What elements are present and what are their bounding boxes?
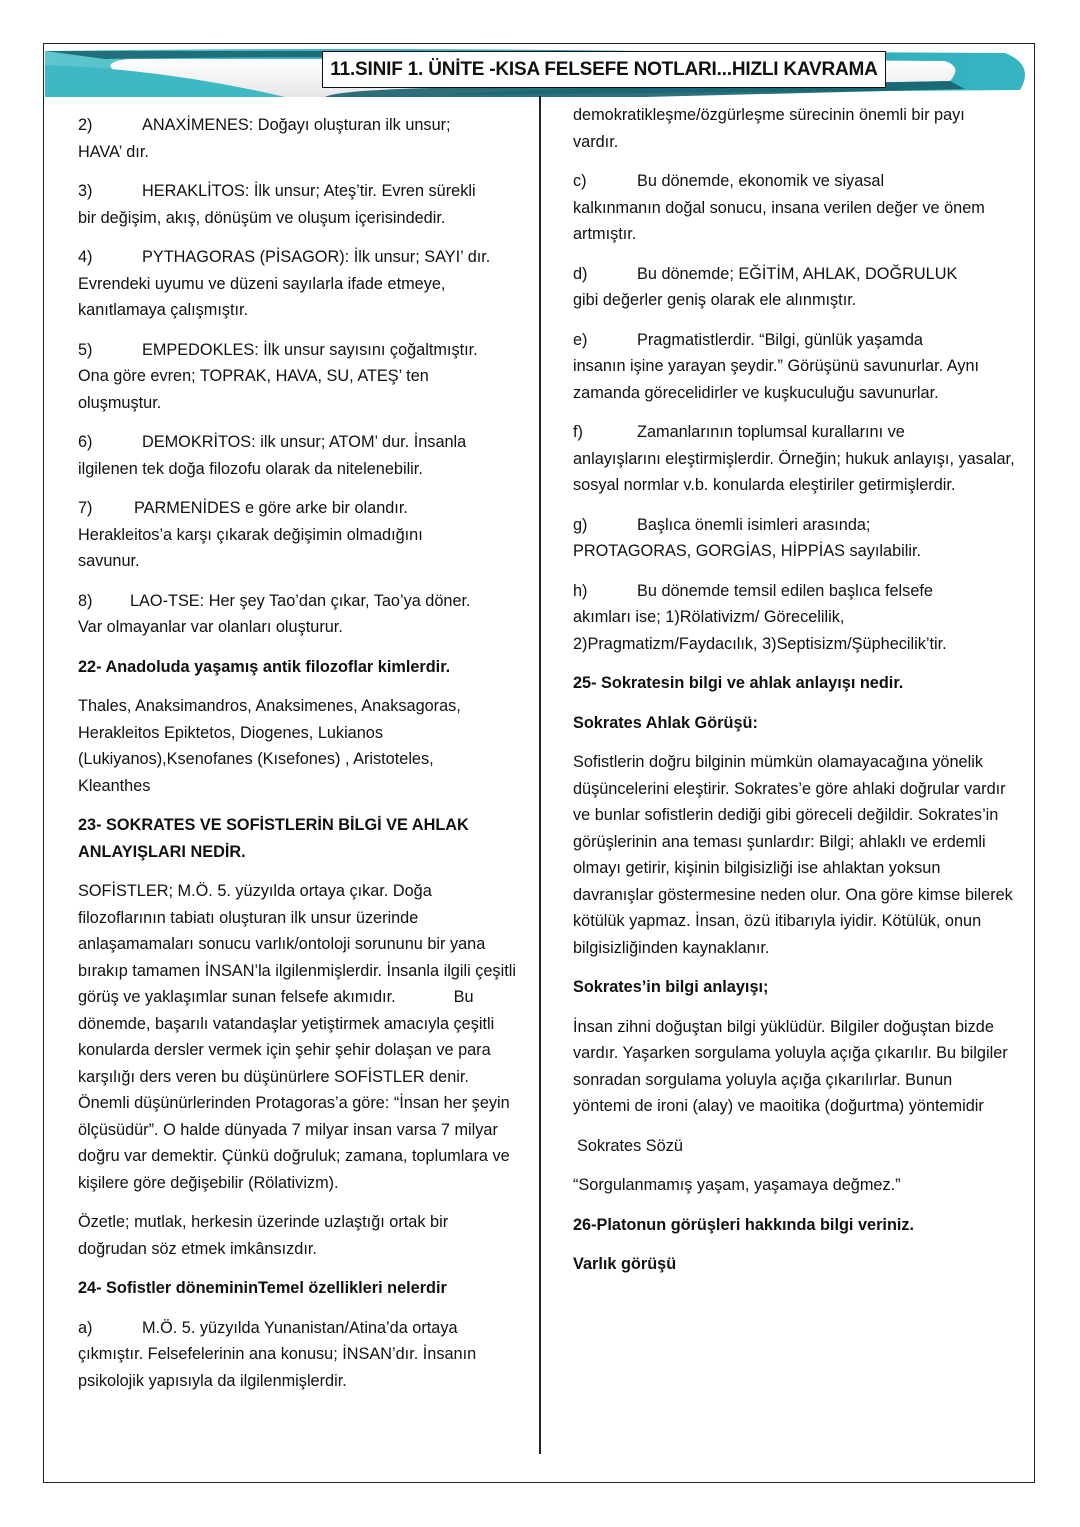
philosopher-item: 2) ANAXİMENES: Doğayı oluşturan ilk unsur; HAVA’ dır. [78,116,451,161]
knowledge-heading: Sokrates’in bilgi anlayışı; [573,978,769,996]
philosopher-item: 7) PARMENİDES e göre arke bir olandır. Herakleitos’a karşı çıkarak değişimin olmadığını savunur. [78,499,423,570]
question-24-item-a: a) M.Ö. 5. yüzyılda Yunanistan/Atina’da ortaya çıkmıştır. Felsefelerinin ana konusu; İNSAN’dır. İnsanın psikolojik yapısıyla da ilgilenmişlerdir. [78,1318,477,1390]
sophist-feature-item: c) Bu dönemde, ekonomik ve siyasal kalkınmanın doğal sonucu, insana verilen değer ve önem artmıştır. [573,172,985,243]
philosopher-item: 3) HERAKLİTOS: İlk unsur; Ateş’tir. Evren sürekli bir değişim, akış, dönüşüm ve oluşum içerisindedir. [78,182,476,227]
page-title: 11.SINIF 1. ÜNİTE -KISA FELSEFE NOTLARI...HIZLI KAVRAMA [322,51,886,88]
sophist-feature-item: f) Zamanlarının toplumsal kurallarını ve anlayışlarını eleştirmişlerdir. Örneğin; hukuk anlayışı, yasalar, sosyal normlar v.b. konularda eleştiriler getirmişlerdir. [573,423,1015,494]
question-22-answer: Thales, Anaksimandros, Anaksimenes, Anaksagoras, Herakleitos Epiktetos, Diogenes, Lukianos (Lukiyanos),Ksenofanes (Kısefones) , Aristoteles, Kleanthes [78,697,461,795]
right-column [573,102,1018,1291]
question-26-heading: 26-Platonun görüşleri hakkında bilgi veriniz. [573,1215,915,1234]
question-25-heading: 25- Sokratesin bilgi ve ahlak anlayışı nedir. [573,674,904,692]
ethics-heading: Sokrates Ahlak Görüşü: [573,713,758,732]
quote-label: Sokrates Sözü [577,1136,683,1155]
column-divider [539,96,541,1454]
continued-text: demokratikleşme/özgürleşme sürecinin önemli bir payı vardır. [573,106,965,151]
question-22-heading: 22- Anadoluda yaşamış antik filozoflar kimlerdir. [78,657,451,676]
ethics-text: Sofistlerin doğru bilginin mümkün olamayacağına yönelik düşüncelerini eleştirir. Sokrates’e göre ahlaki doğrular vardır ve bunlar sofistlerin dediği gibi göreceli değildir. Sokrates’in görüşlerinin ana teması şunlardır: Bilgi; ahlaklı ve erdemli olmayı getirir, kişinin bilgisizliği ise ahlaktan yoksun davranışlar göstermesine neden olur. Ona göre kimse bilerek kötülük yapmaz. İnsan, özü itibarıyla iyidir. Kötülük, onun bilgisizliğinden kaynaklanır. [573,753,1013,957]
philosopher-item: 4) PYTHAGORAS (PİSAGOR): İlk unsur; SAYI’ dır. Evrendeki uyumu ve düzeni sayılarla ifade etmeye, kanıtlamaya çalışmıştır. [78,248,491,319]
sophist-feature-item: d) Bu dönemde; EĞİTİM, AHLAK, DOĞRULUK gibi değerler geniş olarak ele alınmıştır. [573,264,958,309]
left-column [78,112,528,1407]
quote-text: “Sorgulanmamış yaşam, yaşamaya değmez.” [573,1176,901,1194]
knowledge-text: İnsan zihni doğuştan bilgi yüklüdür. Bilgiler doğuştan bizde vardır. Yaşarken sorgulama yoluyla açığa çıkarılır. Bu bilgiler sonradan sorgulama yoluyla açığa çıkarılırlar. Bunun yöntemi de ironi (alay) ve maoitika (doğurtma) yöntemidir [573,1017,1008,1115]
philosopher-item: 5) EMPEDOKLES: İlk unsur sayısını çoğaltmıştır. Ona göre evren; TOPRAK, HAVA, SU, ATEŞ’ ten oluşmuştur. [78,340,478,412]
sophist-feature-item: g) Başlıca önemli isimleri arasında; PROTAGORAS, GORGİAS, HİPPİAS sayılabilir. [573,515,922,560]
question-23-answer: SOFİSTLER; M.Ö. 5. yüzyılda ortaya çıkar. Doğa filozoflarının tabiatı oluşturan ilk unsur üzerinde anlaşamamaları sonucu varlık/ontoloji sorununu bir yana bırakıp tamamen İNSAN’la ilgilenmişlerdir. İnsanla ilgili çeşitli görüş ve yaklaşımlar sunan felsefe akımıdır. Bu dönemde, başarılı vatandaşlar yetiştirmek amacıyla çeşitli konularda dersler vermek için şehir şehir dolaşan ve para karşılığı ders veren bu düşünürlere SOFİSTLER denir. Önemli düşünürlerinden Protagoras’a göre: “İnsan her şeyin ölçüsüdür”. O halde dünyada 7 milyar insan varsa 7 milyar doğru var demektir. Çünkü doğruluk; zamana, toplumlara ve kişilere göre değişebilir (Rölativizm). [78,882,516,1192]
question-23-heading: 23- SOKRATES VE SOFİSTLERİN BİLGİ VE AHLAK ANLAYIŞLARI NEDİR. [78,816,469,861]
sophist-feature-item: h) Bu dönemde temsil edilen başlıca felsefe akımları ise; 1)Rölativizm/ Görecelilik, 2)Pragmatizm/Faydacılık, 3)Septisizm/Şüphecilik’tir. [573,581,947,653]
question-23-summary: Özetle; mutlak, herkesin üzerinde uzlaştığı ortak bir doğrudan söz etmek imkânsızdır. [78,1213,449,1258]
being-heading: Varlık görüşü [573,1255,677,1273]
sophist-feature-item: e) Pragmatistlerdir. “Bilgi, günlük yaşamda insanın işine yarayan şeydir.” Görüşünü savunurlar. Aynı zamanda görecelidirler ve kuşkuculuğu savunurlar. [573,330,980,402]
philosopher-item: 8) LAO-TSE: Her şey Tao’dan çıkar, Tao’ya döner. Var olmayanlar var olanları oluşturur. [78,591,471,636]
question-24-heading: 24- Sofistler dönemininTemel özellikleri nelerdir [78,1279,447,1297]
philosopher-item: 6) DEMOKRİTOS: ilk unsur; ATOM’ dur. İnsanla ilgilenen tek doğa filozofu olarak da nitelenebilir. [78,433,467,478]
